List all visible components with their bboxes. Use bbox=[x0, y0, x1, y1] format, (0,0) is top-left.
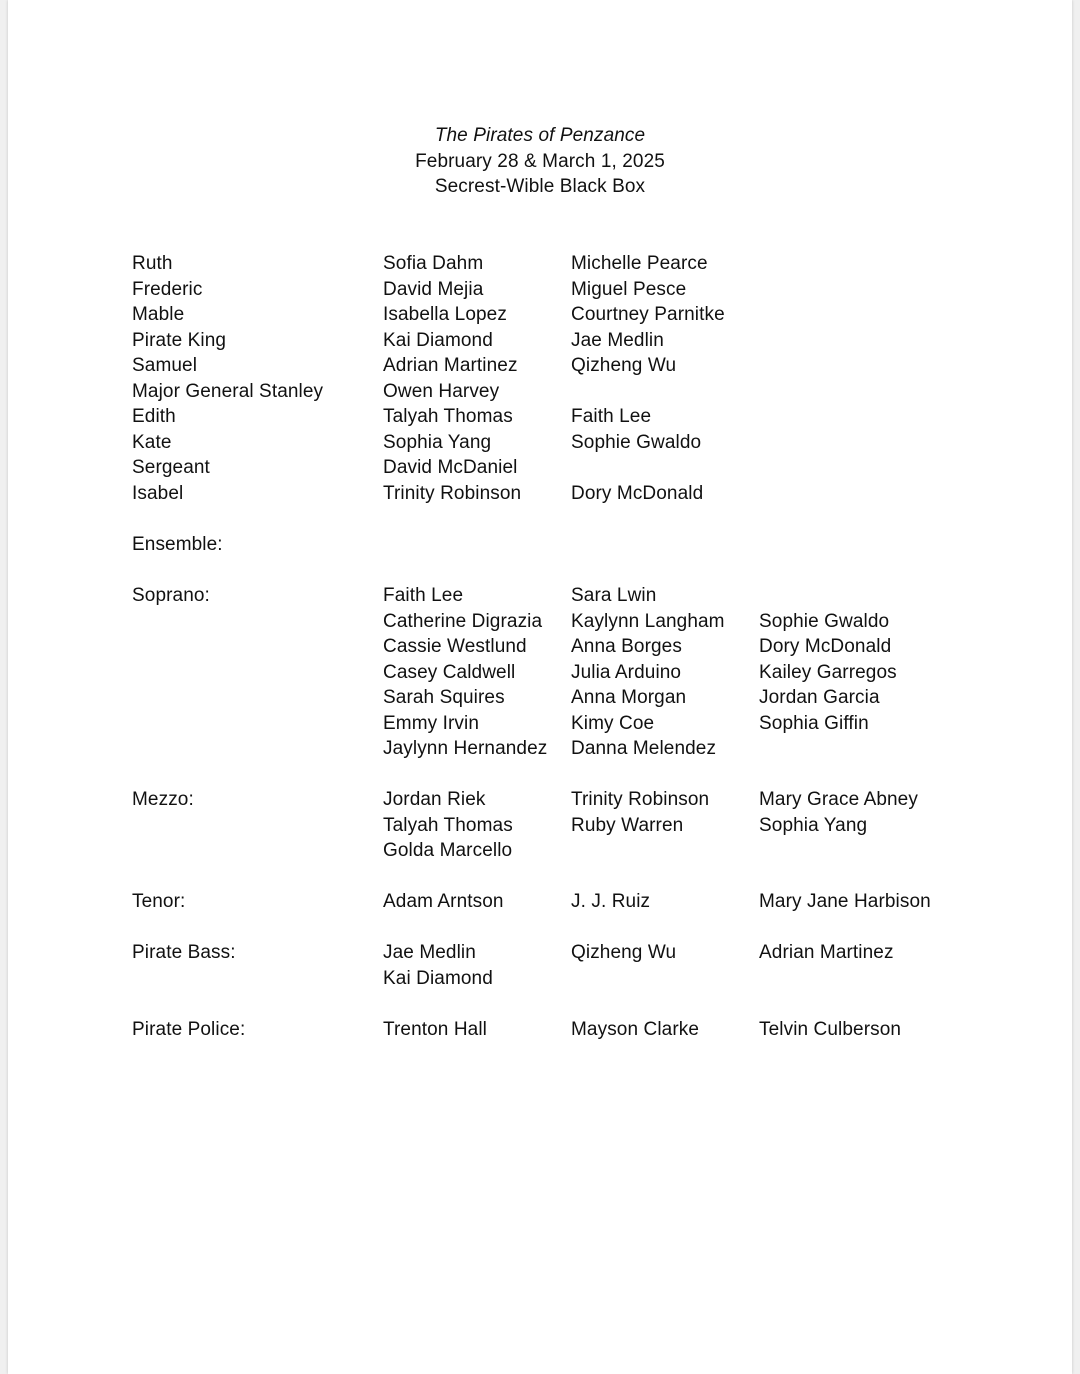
ensemble-name: Trenton Hall bbox=[383, 1019, 487, 1040]
ensemble-row bbox=[8, 1017, 1072, 1042]
ensemble-name: Qizheng Wu bbox=[571, 942, 677, 963]
cast-a-name: Kai Diamond bbox=[383, 329, 493, 351]
ensemble-name: Dory McDonald bbox=[759, 636, 892, 657]
principal-row bbox=[8, 430, 1072, 455]
ensemble-name: Sophia Giffin bbox=[759, 712, 869, 734]
ensemble-row bbox=[8, 838, 1072, 863]
program-header bbox=[8, 123, 1072, 200]
cast-a-name: Sophia Yang bbox=[383, 431, 492, 453]
ensemble-row bbox=[8, 940, 1072, 965]
principal-row bbox=[8, 379, 1072, 404]
cast-a-name: David Mejia bbox=[383, 278, 484, 300]
ensemble-name: Cassie Westlund bbox=[383, 636, 527, 657]
ensemble-name: Adrian Martinez bbox=[759, 942, 894, 963]
cast-a-name: Owen Harvey bbox=[383, 380, 500, 402]
cast-a-name: Isabella Lopez bbox=[383, 304, 507, 325]
ensemble-heading: Ensemble: bbox=[132, 534, 223, 555]
ensemble-name: Trinity Robinson bbox=[571, 789, 710, 810]
ensemble-row bbox=[8, 660, 1072, 685]
principal-row bbox=[8, 277, 1072, 302]
role-name: Ruth bbox=[132, 253, 173, 274]
ensemble-row bbox=[8, 711, 1072, 736]
cast-a-name: Adrian Martinez bbox=[383, 355, 518, 376]
cast-b-name: Dory McDonald bbox=[571, 482, 704, 504]
cast-b-name: Miguel Pesce bbox=[571, 278, 687, 300]
cast-b-name: Faith Lee bbox=[571, 406, 652, 427]
performance-dates: February 28 & March 1, 2025 bbox=[415, 150, 665, 172]
principal-row bbox=[8, 404, 1072, 429]
ensemble-name: Faith Lee bbox=[383, 585, 464, 606]
cast-b-name: Qizheng Wu bbox=[571, 355, 677, 376]
ensemble-name: Mary Grace Abney bbox=[759, 789, 918, 810]
cast-b-name: Jae Medlin bbox=[571, 329, 664, 351]
ensemble-name: Mayson Clarke bbox=[571, 1019, 700, 1040]
ensemble-row bbox=[8, 685, 1072, 710]
section-label: Soprano: bbox=[132, 585, 210, 606]
show-title: The Pirates of Penzance bbox=[434, 125, 646, 146]
principal-row bbox=[8, 353, 1072, 378]
ensemble-name: Mary Jane Harbison bbox=[759, 891, 931, 912]
ensemble-row bbox=[8, 736, 1072, 761]
ensemble-name: Sara Lwin bbox=[571, 585, 657, 606]
role-name: Edith bbox=[132, 406, 176, 427]
ensemble-name: Kaylynn Langham bbox=[571, 610, 725, 632]
ensemble-name: Casey Caldwell bbox=[383, 661, 516, 683]
ensemble-row bbox=[8, 787, 1072, 812]
ensemble-name: Golda Marcello bbox=[383, 840, 513, 861]
section-label: Tenor: bbox=[132, 891, 186, 912]
principal-row bbox=[8, 302, 1072, 327]
ensemble-row bbox=[8, 966, 1072, 991]
ensemble-row bbox=[8, 813, 1072, 838]
ensemble-row bbox=[8, 609, 1072, 634]
ensemble-name: Kimy Coe bbox=[571, 712, 655, 734]
role-name: Major General Stanley bbox=[132, 380, 324, 402]
cast-b-name: Michelle Pearce bbox=[571, 253, 708, 274]
principal-row bbox=[8, 328, 1072, 353]
ensemble-name: Jordan Garcia bbox=[759, 687, 880, 708]
ensemble-row bbox=[8, 583, 1072, 608]
role-name: Frederic bbox=[132, 278, 203, 300]
ensemble-name: Catherine Digrazia bbox=[383, 610, 543, 632]
ensemble-name: Kai Diamond bbox=[383, 967, 493, 989]
cast-a-name: Trinity Robinson bbox=[383, 482, 522, 504]
role-name: Samuel bbox=[132, 355, 198, 376]
section-label: Pirate Police: bbox=[132, 1019, 246, 1040]
ensemble-row bbox=[8, 889, 1072, 914]
cast-b-name: Sophie Gwaldo bbox=[571, 431, 702, 453]
ensemble-name: Sophie Gwaldo bbox=[759, 610, 890, 632]
section-label: Mezzo: bbox=[132, 789, 194, 810]
cast-a-name: David McDaniel bbox=[383, 457, 518, 478]
ensemble-name: Sarah Squires bbox=[383, 687, 505, 708]
ensemble-row bbox=[8, 634, 1072, 659]
principal-row bbox=[8, 455, 1072, 480]
ensemble-name: Julia Arduino bbox=[571, 661, 682, 683]
ensemble-name: Danna Melendez bbox=[571, 738, 717, 759]
role-name: Pirate King bbox=[132, 329, 227, 351]
ensemble-name: Talyah Thomas bbox=[383, 814, 513, 836]
ensemble-name: Anna Borges bbox=[571, 636, 682, 657]
venue-name: Secrest-Wible Black Box bbox=[434, 176, 646, 197]
role-name: Isabel bbox=[132, 482, 184, 504]
ensemble-name: Emmy Irvin bbox=[383, 712, 479, 734]
ensemble-name: Anna Morgan bbox=[571, 687, 687, 708]
ensemble-name: Kailey Garregos bbox=[759, 661, 897, 683]
cast-a-name: Sofia Dahm bbox=[383, 253, 484, 274]
role-name: Kate bbox=[132, 431, 172, 453]
cast-a-name: Talyah Thomas bbox=[383, 406, 513, 427]
role-name: Mable bbox=[132, 304, 185, 325]
cast-b-name: Courtney Parnitke bbox=[571, 304, 725, 325]
principal-row bbox=[8, 251, 1072, 276]
section-label: Pirate Bass: bbox=[132, 942, 236, 963]
principal-row bbox=[8, 481, 1072, 506]
ensemble-name: Telvin Culberson bbox=[759, 1019, 902, 1040]
document-page bbox=[8, 0, 1072, 1374]
ensemble-name: Jordan Riek bbox=[383, 789, 486, 810]
ensemble-name: Sophia Yang bbox=[759, 814, 868, 836]
ensemble-name: Adam Arntson bbox=[383, 891, 504, 912]
ensemble-name: Jaylynn Hernandez bbox=[383, 738, 548, 759]
ensemble-name: Jae Medlin bbox=[383, 942, 476, 963]
role-name: Sergeant bbox=[132, 457, 210, 478]
ensemble-name: Ruby Warren bbox=[571, 814, 684, 836]
ensemble-name: J. J. Ruiz bbox=[571, 891, 651, 912]
ensemble-heading-row bbox=[8, 532, 1072, 557]
